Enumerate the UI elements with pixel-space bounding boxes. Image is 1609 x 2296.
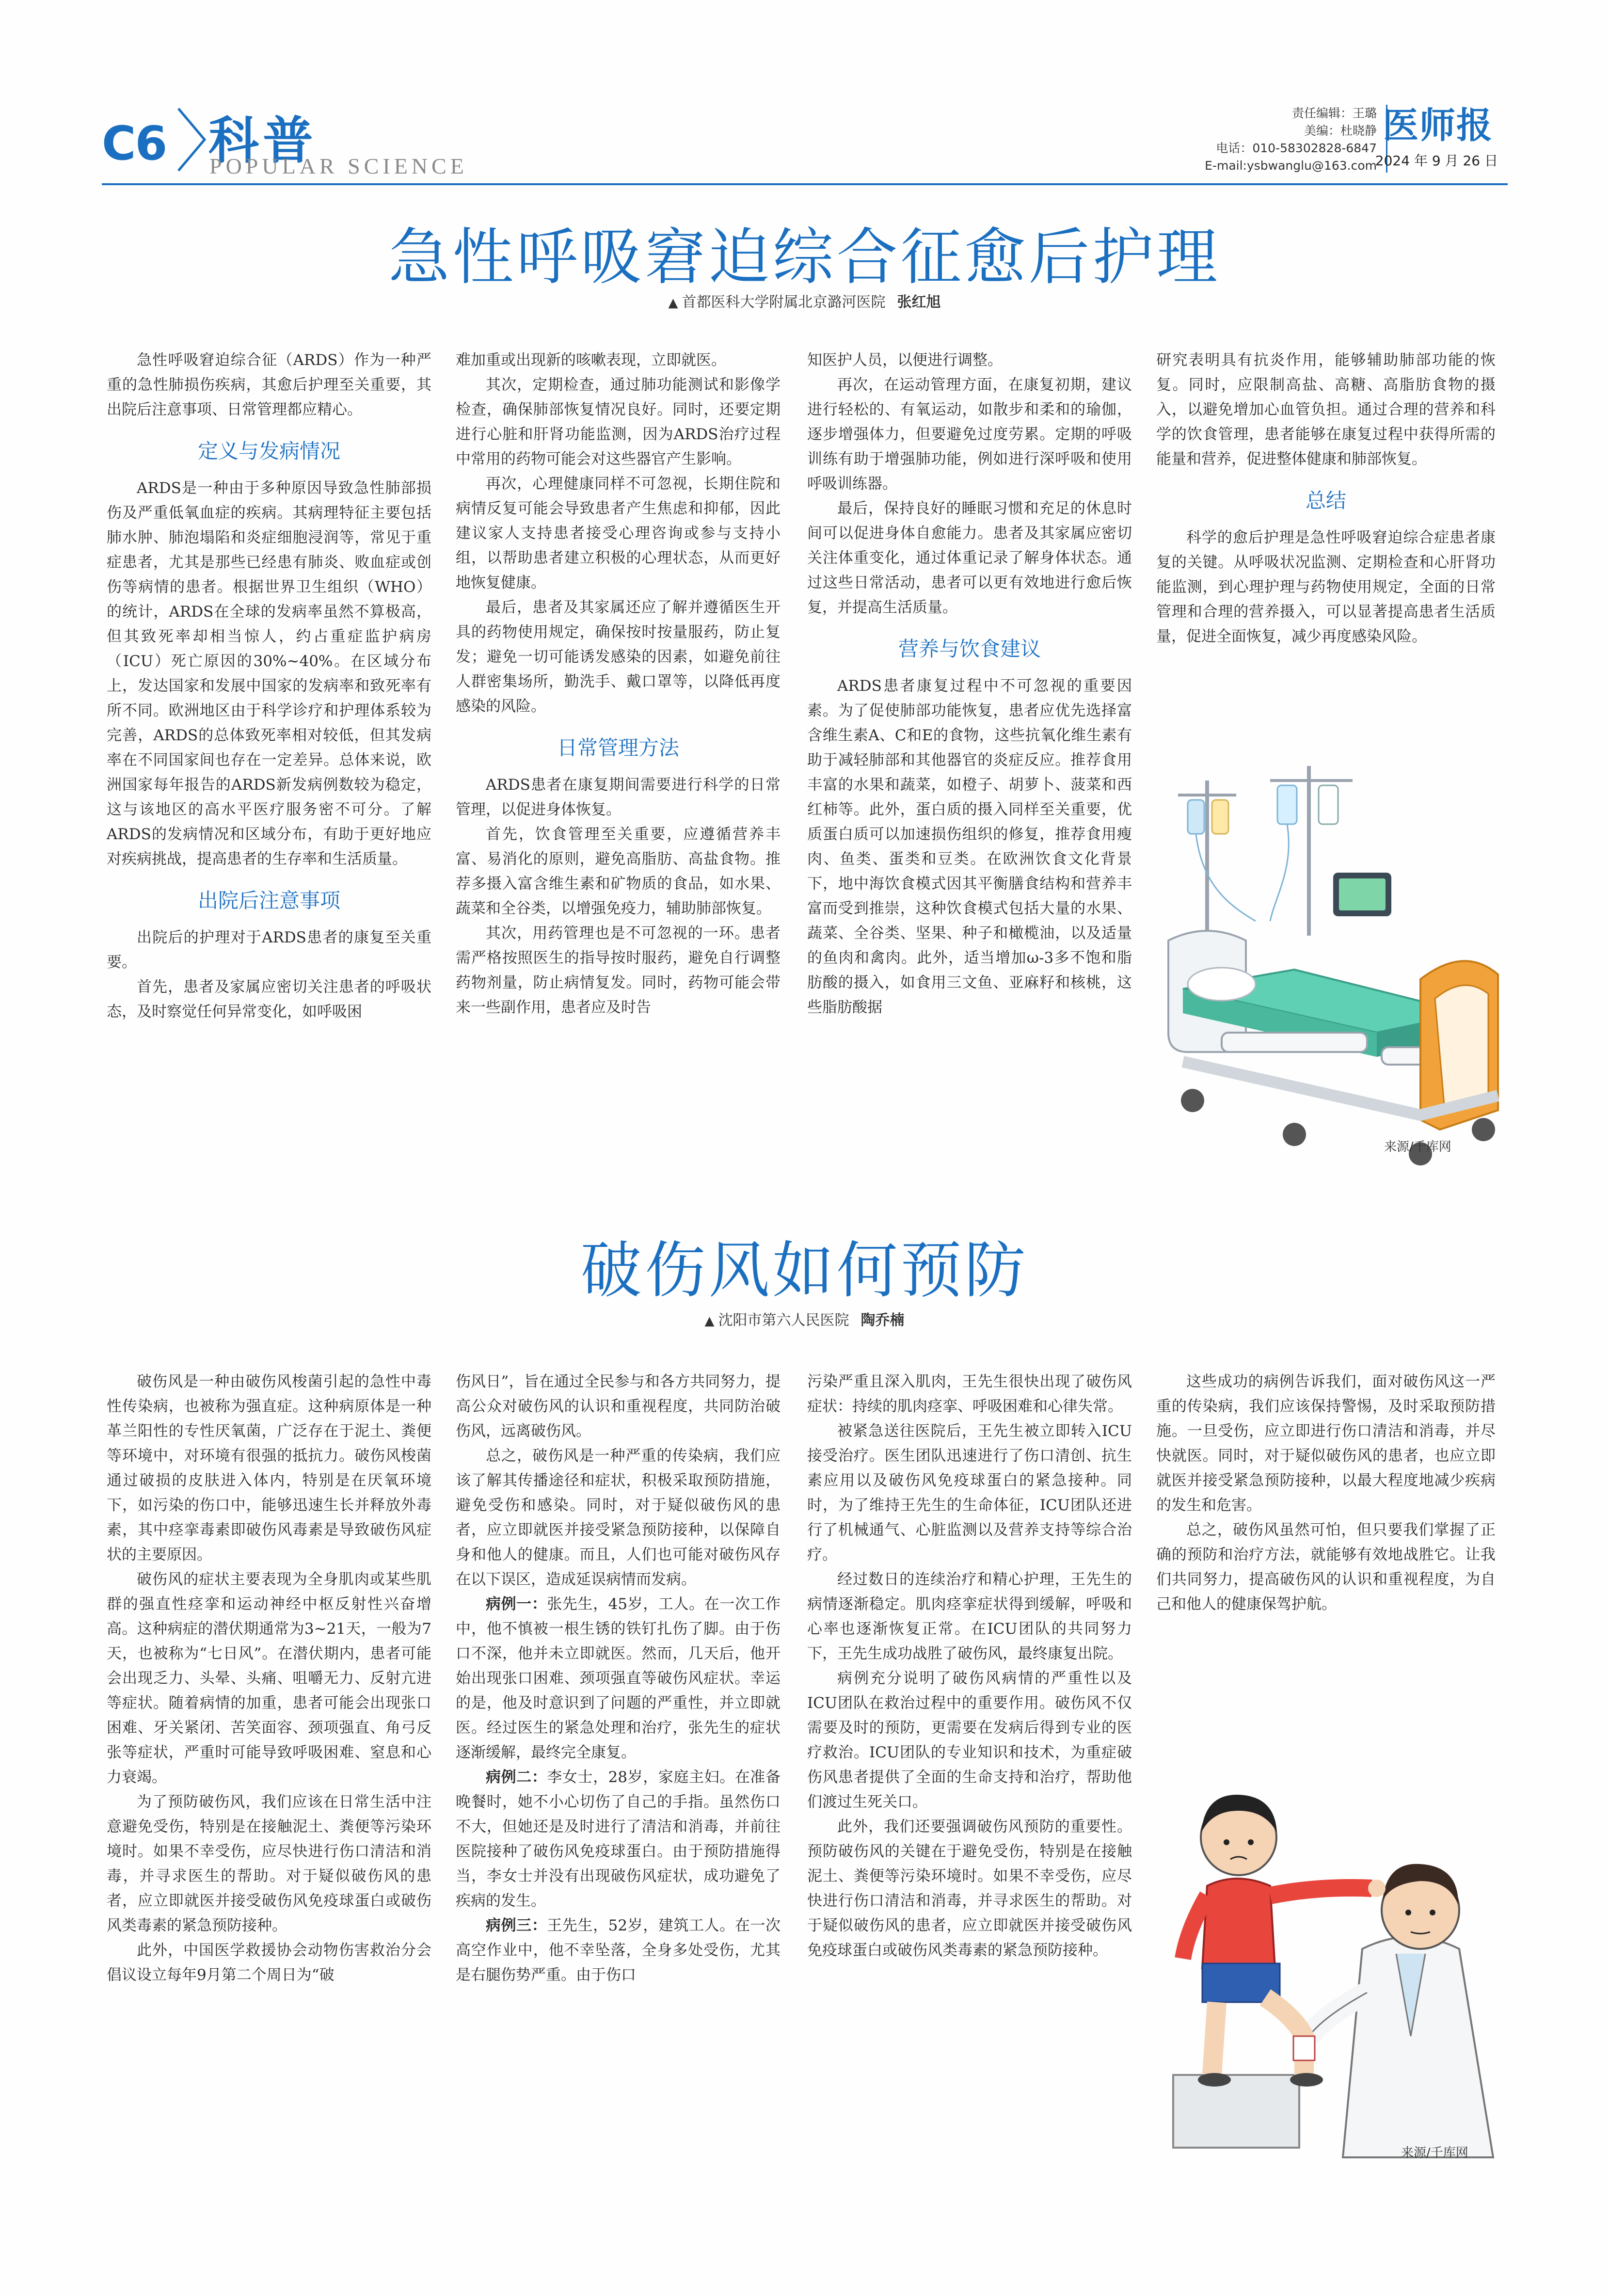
paragraph: 此外，我们还要强调破伤风预防的重要性。预防破伤风的关键在于避免受伤，特别是在接触泥土、粪便等污染环境时。如果不幸受伤，应尽快进行伤口清洁和消毒，并寻求医生的帮助。对于疑似破伤风的患者，应立即就医并接受破伤风免疫球蛋白或破伤风类毒素的紧急预防接种。 bbox=[807, 1818, 1132, 1959]
header-rule bbox=[102, 183, 1508, 185]
paragraph: 其次，用药管理也是不可忽视的一环。患者需严格按照医生的指导按时服药，避免自行调整药物剂量，防止病情复发。同时，药物可能会带来一些副作用，患者应及时告 bbox=[456, 925, 781, 1016]
article1-byline bbox=[0, 290, 1609, 311]
editor-name: 责任编辑：王璐 bbox=[1291, 106, 1377, 120]
editor-info bbox=[1205, 105, 1377, 175]
paragraph: 经过数日的连续治疗和精心护理，王先生的病情逐渐稳定。肌肉痉挛症状得到缓解，呼吸和心率也逐渐恢复正常。在ICU团队的共同努力下，王先生成功战胜了破伤风，最终康复出院。 bbox=[807, 1571, 1132, 1662]
paragraph: 科学的愈后护理是急性呼吸窘迫综合症患者康复的关键。从呼吸状况监测、定期检查和心肝肾功能监测，到心理护理与药物使用规定，全面的日常管理和合理的营养摄入，可以显著提高患者生活质量，促进全面恢复，减少再度感染风险。 bbox=[1156, 529, 1496, 645]
paragraph: 急性呼吸窘迫综合征（ARDS）作为一种严重的急性肺损伤疾病，其愈后护理至关重要，其出院后注意事项、日常管理都应精心。 bbox=[107, 351, 431, 418]
paragraph: 知医护人员，以便进行调整。 bbox=[807, 351, 1003, 369]
article1-title: 急性呼吸窘迫综合征愈后护理 bbox=[388, 222, 1221, 293]
paragraph: 再次，心理健康同样不可忽视，长期住院和病情反复可能会导致患者产生焦虑和抑郁，因此建议家人支持患者接受心理咨询或参与支持小组，以帮助患者建立积极的心理状态，从而更好地恢复健康。 bbox=[456, 475, 781, 591]
paragraph: 难加重或出现新的咳嗽表现，立即就医。 bbox=[456, 351, 726, 369]
art-editor-name: 美编：杜晓静 bbox=[1304, 124, 1377, 138]
paragraph: 破伤风的症状主要表现为全身肌肉或某些肌群的强直性痉挛和运动神经中枢反射性兴奋增高。这种病症的潜伏期通常为3~21天，一般为7天，也被称为“七日风”。在潜伏期内，患者可能会出现乏力、头晕、头痛、咀嚼无力、反射亢进等症状。随着病情的加重，患者可能会出现张口困难、牙关紧闭、苦笑面容、颈项强直、角弓反张等症状，严重时可能导致呼吸困难、窒息和心力衰竭。 bbox=[107, 1571, 431, 1786]
article1-column-1 bbox=[107, 348, 431, 1024]
page-header bbox=[102, 97, 1508, 184]
article1-column-3 bbox=[807, 348, 1132, 1020]
subheading: 出院后注意事项 bbox=[197, 889, 340, 912]
article1-image-credit: 来源/千库网 bbox=[1384, 1140, 1451, 1154]
article2-image-credit: 来源/千库网 bbox=[1401, 2146, 1468, 2160]
article1-byline-org: 首都医科大学附属北京潞河医院 bbox=[682, 294, 886, 311]
case-text: 李女士，28岁，家庭主妇。在准备晚餐时，她不小心切伤了自己的手指。虽然伤口不大，但她还是及时进行了清洁和消毒，并前往医院接种了破伤风免疫球蛋白。由于预防措施得当，李女士并没有出现破伤风症状，成功避免了疾病的发生。 bbox=[456, 1769, 781, 1910]
paragraph: 此外，中国医学救援协会动物伤害救治分会倡议设立每年9月第二个周日为“破 bbox=[107, 1942, 431, 1984]
article1-byline-author: 张红旭 bbox=[897, 294, 941, 311]
article2-byline bbox=[0, 1308, 1609, 1329]
paragraph: 再次，在运动管理方面，在康复初期，建议进行轻松的、有氧运动，如散步和柔和的瑜伽，逐步增强体力，但要避免过度劳累。定期的呼吸训练有助于增强肺功能，例如进行深呼吸和使用呼吸训练器。 bbox=[807, 376, 1132, 493]
triangle-icon: ▲ bbox=[704, 1314, 715, 1328]
chevron-right-icon bbox=[175, 106, 208, 174]
case-paragraph bbox=[456, 1913, 781, 1988]
case-text: 张先生，45岁，工人。在一次工作中，他不慎被一根生锈的铁钉扎伤了脚。由于伤口不深，他并未立即就医。然而，几天后，他开始出现张口困难、颈项强直等破伤风症状。幸运的是，他及时意识到了问题的严重性，并立即就医。经过医生的紧急处理和治疗，张先生的症状逐渐缓解，最终完全康复。 bbox=[456, 1595, 781, 1761]
paragraph: 污染严重且深入肌肉，王先生很快出现了破伤风症状：持续的肌肉痉挛、呼吸困难和心律失常。 bbox=[807, 1373, 1132, 1415]
page-number: C6 bbox=[102, 116, 167, 171]
paragraph: 为了预防破伤风，我们应该在日常生活中注意避免受伤，特别是在接触泥土、粪便等污染环境时。如果不幸受伤，应尽快进行伤口清洁和消毒，并寻求医生的帮助。对于疑似破伤风的患者，应立即就医并接受破伤风免疫球蛋白或破伤风类毒素的紧急预防接种。 bbox=[107, 1793, 431, 1934]
paragraph: 其次，定期检查，通过肺功能测试和影像学检查，确保肺部恢复情况良好。同时，还要定期进行心脏和肝肾功能监测，因为ARDS治疗过程中常用的药物可能会对这些器官产生影响。 bbox=[456, 376, 781, 468]
contact-phone: 电话：010-58302828-6847 bbox=[1216, 141, 1377, 155]
subheading: 定义与发病情况 bbox=[197, 439, 340, 463]
paragraph: ARDS患者在康复期间需要进行科学的日常管理，以促进身体恢复。 bbox=[456, 776, 781, 818]
section-title: 科普 bbox=[208, 111, 318, 170]
article2-byline-org: 沈阳市第六人民医院 bbox=[718, 1312, 849, 1329]
paragraph: 总之，破伤风虽然可怕，但只要我们掌握了正确的预防和治疗方法，就能够有效地战胜它。让我们共同努力，提高破伤风的认识和重视程度，为自己和他人的健康保驾护航。 bbox=[1156, 1521, 1496, 1613]
hospital-bed-illustration bbox=[1149, 761, 1508, 1178]
paragraph: 这些成功的病例告诉我们，面对破伤风这一严重的传染病，我们应该保持警惕，及时采取预防措施。一旦受伤，应立即进行伤口清洁和消毒，并尽快就医。同时，对于疑似破伤风的患者，也应立即就医并接受紧急预防接种，以最大程度地减少疾病的发生和危害。 bbox=[1156, 1373, 1496, 1514]
subheading: 营养与饮食建议 bbox=[898, 637, 1041, 661]
article2-column-2 bbox=[456, 1370, 781, 1988]
article2-title: 破伤风如何预防 bbox=[580, 1235, 1029, 1306]
case-paragraph bbox=[456, 1592, 781, 1765]
section-subtitle: POPULAR SCIENCE bbox=[209, 154, 468, 178]
paragraph: 破伤风是一种由破伤风梭菌引起的急性中毒性传染病，也被称为强直症。这种病原体是一种革兰阳性的专性厌氧菌，广泛存在于泥土、粪便等环境中，对环境有很强的抵抗力。破伤风梭菌通过破损的皮肤进入体内，特别是在厌氧环境下，如污染的伤口中，能够迅速生长并释放外毒素，其中痉挛毒素即破伤风毒素是导致破伤风症状的主要原因。 bbox=[107, 1373, 431, 1563]
article2-column-4 bbox=[1156, 1370, 1496, 1617]
article2-byline-author: 陶乔楠 bbox=[860, 1312, 905, 1329]
paragraph: 伤风日”，旨在通过全民参与和各方共同努力，提高公众对破伤风的认识和重视程度，共同防治破伤风，远离破伤风。 bbox=[456, 1373, 781, 1440]
case-paragraph bbox=[456, 1765, 781, 1913]
subheading: 总结 bbox=[1305, 489, 1346, 512]
article2-column-1 bbox=[107, 1370, 431, 1988]
paper-logo: 医师报 bbox=[1383, 105, 1493, 146]
case-label: 病例二： bbox=[486, 1769, 547, 1786]
issue-date: 2024 年 9 月 26 日 bbox=[1375, 153, 1498, 169]
paragraph: 被紧急送往医院后，王先生被立即转入ICU接受治疗。医生团队迅速进行了伤口清创、抗生素应用以及破伤风免疫球蛋白的紧急接种。同时，为了维持王先生的生命体征，ICU团队还进行了机械通气、心脏监测以及营养支持等综合治疗。 bbox=[807, 1422, 1132, 1563]
case-label: 病例一： bbox=[486, 1595, 547, 1613]
paragraph: 出院后的护理对于ARDS患者的康复至关重要。 bbox=[107, 929, 431, 971]
paragraph: 首先，患者及家属应密切关注患者的呼吸状态，及时察觉任何异常变化，如呼吸困 bbox=[107, 978, 431, 1020]
paragraph: ARDS是一种由于多种原因导致急性肺部损伤及严重低氧血症的疾病。其病理特征主要包括肺水肿、肺泡塌陷和炎症细胞浸润等，常见于重症患者，尤其是那些已经患有肺炎、败血症或创伤等病情的患者。根据世界卫生组织（WHO）的统计，ARDS在全球的发病率虽然不算极高，但其致死率却相当惊人，约占重症监护病房（ICU）死亡原因的30%~40%。在区域分布上，发达国家和发展中国家的发病率和致死率有所不同。欧洲地区由于科学诊疗和护理体系较为完善，ARDS的总体致死率相对较低，但其发病率在不同国家间也存在一定差异。总体来说，欧洲国家每年报告的ARDS新发病例数较为稳定，这与该地区的高水平医疗服务密不可分。了解ARDS的发病情况和区域分布，有助于更好地应对疾病挑战，提高患者的生存率和生活质量。 bbox=[107, 479, 431, 868]
paragraph: ARDS患者康复过程中不可忽视的重要因素。为了促使肺部功能恢复，患者应优先选择富含维生素A、C和E的食物，这些抗氧化维生素有助于减轻肺部和其他器官的炎症反应。推荐食用丰富的水果和蔬菜，如橙子、胡萝卜、菠菜和西红柿等。此外，蛋白质的摄入同样至关重要，优质蛋白质可以加速损伤组织的修复，推荐食用瘦肉、鱼类、蛋类和豆类。在欧洲饮食文化背景下，地中海饮食模式因其平衡膳食结构和营养丰富而受到推崇，这种饮食模式包括大量的水果、蔬菜、全谷类、坚果、种子和橄榄油，以及适量的鱼肉和禽肉。此外，适当增加ω-3多不饱和脂肪酸的摄入，如食用三文鱼、亚麻籽和核桃，这些脂肪酸据 bbox=[807, 677, 1132, 1016]
article1-column-2 bbox=[456, 348, 781, 1020]
paragraph: 最后，患者及其家属还应了解并遵循医生开具的药物使用规定，确保按时按量服药，防止复发；避免一切可能诱发感染的因素，如避免前往人群密集场所，勤洗手、戴口罩等，以降低再度感染的风险。 bbox=[456, 599, 781, 715]
contact-email: E-mail:ysbwanglu@163.com bbox=[1205, 159, 1377, 173]
paragraph: 病例充分说明了破伤风病情的严重性以及ICU团队在救治过程中的重要作用。破伤风不仅需要及时的预防，更需要在发病后得到专业的医疗救治。ICU团队的专业知识和技术，为重症破伤风患者提供了全面的生命支持和治疗，帮助他们渡过生死关口。 bbox=[807, 1670, 1132, 1811]
triangle-icon: ▲ bbox=[668, 296, 678, 310]
case-label: 病例三： bbox=[486, 1917, 547, 1934]
subheading: 日常管理方法 bbox=[557, 736, 679, 760]
paragraph: 研究表明具有抗炎作用，能够辅助肺部功能的恢复。同时，应限制高盐、高糖、高脂肪食物的摄入，以避免增加心血管负担。通过合理的营养和科学的饮食管理，患者能够在康复过程中获得所需的能量和营养，促进整体健康和肺部恢复。 bbox=[1156, 351, 1496, 468]
case-text: 王先生，52岁，建筑工人。在一次高空作业中，他不幸坠落，全身多处受伤，尤其是右腿伤势严重。由于伤口 bbox=[456, 1917, 781, 1984]
paragraph: 首先，饮食管理至关重要，应遵循营养丰富、易消化的原则，避免高脂肪、高盐食物。推荐多摄入富含维生素和矿物质的食品，如水果、蔬菜和全谷类，以增强免疫力，辅助肺部恢复。 bbox=[456, 826, 781, 917]
paragraph: 最后，保持良好的睡眠习惯和充足的休息时间可以促进身体自愈能力。患者及其家属应密切关注体重变化，通过体重记录了解身体状态。通过这些日常活动，患者可以更有效地进行愈后恢复，并提高生活质量。 bbox=[807, 500, 1132, 616]
article2-column-3 bbox=[807, 1370, 1132, 1963]
paragraph: 总之，破伤风是一种严重的传染病，我们应该了解其传播途径和症状，积极采取预防措施，避免受伤和感染。同时，对于疑似破伤风的患者，应立即就医并接受紧急预防接种，以保障自身和他人的健康。而且，人们也可能对破伤风存在以下误区，造成延误病情而发病。 bbox=[456, 1447, 781, 1588]
article1-column-4 bbox=[1156, 348, 1496, 649]
tetanus-illustration bbox=[1159, 1765, 1508, 2162]
